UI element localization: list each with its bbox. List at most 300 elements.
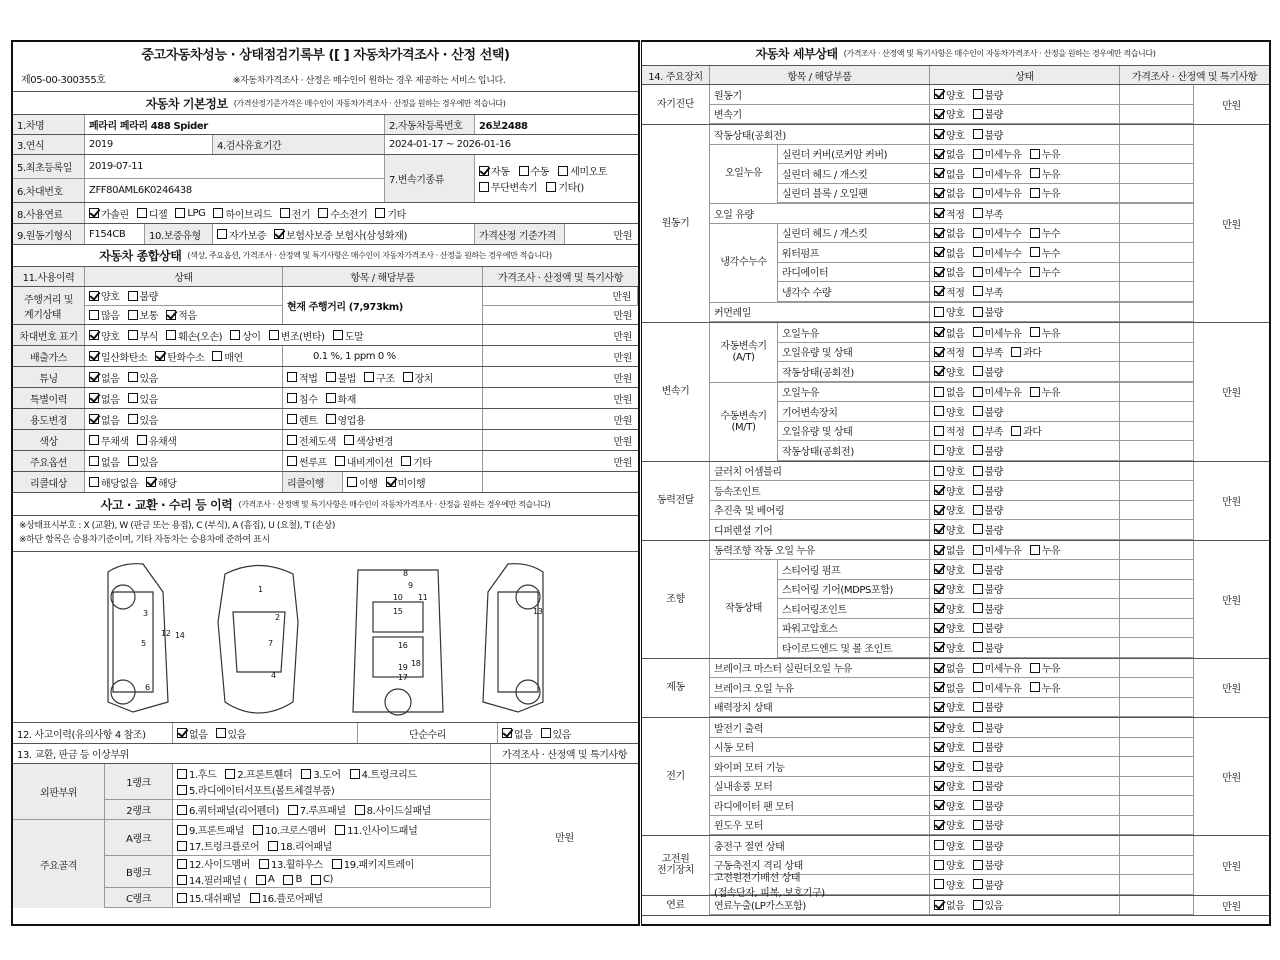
checkbox[interactable] [502, 728, 512, 738]
checkbox[interactable] [934, 208, 944, 218]
state-option[interactable]: 누유 [1030, 680, 1061, 695]
checkbox[interactable] [973, 545, 983, 555]
plate-option[interactable]: 훼손(오손) [166, 328, 222, 343]
state-option[interactable]: 누유 [1030, 325, 1061, 340]
checkbox[interactable] [934, 247, 944, 257]
state-option[interactable]: 불량 [973, 562, 1004, 577]
checkbox[interactable] [1030, 545, 1040, 555]
rc-item[interactable]: 16.플로어패널 [250, 890, 323, 905]
checkbox[interactable] [287, 393, 297, 403]
checkbox[interactable] [479, 166, 489, 176]
state-option[interactable]: 없음 [934, 185, 965, 200]
checkbox[interactable] [175, 208, 185, 218]
hist-option[interactable]: 없음 [89, 391, 120, 406]
state-option[interactable]: 불량 [973, 640, 1004, 655]
checkbox[interactable] [401, 456, 411, 466]
state-option[interactable]: 누유 [1030, 542, 1061, 557]
state-option[interactable]: 양호 [934, 562, 965, 577]
gas-option[interactable]: 매연 [212, 349, 243, 364]
checkbox[interactable] [934, 228, 944, 238]
fuel-option[interactable]: 기타 [375, 206, 406, 221]
checkbox[interactable] [973, 89, 983, 99]
checkbox[interactable] [326, 372, 336, 382]
state-option[interactable]: 부족 [973, 344, 1004, 359]
checkbox[interactable] [128, 291, 138, 301]
checkbox[interactable] [89, 414, 99, 424]
checkbox[interactable] [934, 149, 944, 159]
checkbox[interactable] [287, 435, 297, 445]
use-option[interactable]: 있음 [128, 412, 159, 427]
r1-item[interactable]: 4.트렁크리드 [350, 766, 417, 781]
checkbox[interactable] [128, 414, 138, 424]
checkbox[interactable] [375, 208, 385, 218]
recall-option[interactable]: 해당 [146, 475, 177, 490]
state-option[interactable]: 양호 [934, 857, 965, 872]
mileage-option[interactable]: 양호 [89, 288, 120, 303]
checkbox[interactable] [934, 524, 944, 534]
checkbox[interactable] [973, 426, 983, 436]
state-option[interactable]: 양호 [934, 522, 965, 537]
checkbox[interactable] [1011, 426, 1021, 436]
checkbox[interactable] [973, 682, 983, 692]
state-option[interactable]: 불량 [973, 483, 1004, 498]
checkbox[interactable] [269, 330, 279, 340]
checkbox[interactable] [973, 761, 983, 771]
checkbox[interactable] [973, 642, 983, 652]
checkbox[interactable] [934, 642, 944, 652]
state-option[interactable]: 과다 [1011, 344, 1042, 359]
checkbox[interactable] [934, 286, 944, 296]
checkbox[interactable] [973, 485, 983, 495]
state-option[interactable]: 불량 [973, 720, 1004, 735]
state-option[interactable]: 누유 [1030, 660, 1061, 675]
state-option[interactable]: 미세누유 [973, 542, 1022, 557]
state-option[interactable]: 양호 [934, 838, 965, 853]
state-option[interactable]: 양호 [934, 87, 965, 102]
checkbox[interactable] [287, 414, 297, 424]
rb-item[interactable]: 12.사이드멤버 [177, 856, 250, 871]
checkbox[interactable] [934, 603, 944, 613]
checkbox[interactable] [934, 860, 944, 870]
checkbox[interactable] [268, 841, 278, 851]
checkbox[interactable] [1030, 327, 1040, 337]
state-option[interactable]: 불량 [973, 778, 1004, 793]
state-option[interactable]: 없음 [934, 166, 965, 181]
checkbox[interactable] [177, 859, 187, 869]
ra-item[interactable]: 9.프론트패널 [177, 822, 244, 837]
checkbox[interactable] [934, 722, 944, 732]
state-option[interactable]: 불량 [973, 798, 1004, 813]
checkbox[interactable] [973, 286, 983, 296]
checkbox[interactable] [934, 505, 944, 515]
checkbox[interactable] [934, 168, 944, 178]
checkbox[interactable] [934, 485, 944, 495]
checkbox[interactable] [973, 307, 983, 317]
checkbox[interactable] [973, 406, 983, 416]
rb-item[interactable]: 19.패키지트레이 [332, 856, 414, 871]
checkbox[interactable] [934, 109, 944, 119]
mileage-level-option[interactable]: 보통 [128, 307, 159, 322]
recall-option[interactable]: 해당없음 [89, 475, 138, 490]
checkbox[interactable] [973, 109, 983, 119]
state-option[interactable]: 누유 [1030, 146, 1061, 161]
plate-option[interactable]: 부식 [128, 328, 159, 343]
checkbox[interactable] [973, 208, 983, 218]
state-option[interactable]: 없음 [934, 225, 965, 240]
checkbox[interactable] [230, 330, 240, 340]
checkbox[interactable] [355, 805, 365, 815]
checkbox[interactable] [311, 875, 321, 885]
checkbox[interactable] [973, 623, 983, 633]
checkbox[interactable] [1030, 387, 1040, 397]
checkbox[interactable] [546, 182, 556, 192]
state-option[interactable]: 불량 [973, 601, 1004, 616]
trans-option[interactable]: 무단변속기 [479, 179, 537, 194]
tune2-option[interactable]: 구조 [364, 370, 395, 385]
use2-option[interactable]: 영업용 [326, 412, 366, 427]
checkbox[interactable] [973, 702, 983, 712]
checkbox[interactable] [89, 393, 99, 403]
mileage-option[interactable]: 불량 [128, 288, 159, 303]
checkbox[interactable] [301, 769, 311, 779]
checkbox[interactable] [973, 505, 983, 515]
rc-item[interactable]: 15.대쉬패널 [177, 890, 241, 905]
state-option[interactable]: 과다 [1011, 423, 1042, 438]
checkbox[interactable] [1030, 149, 1040, 159]
state-option[interactable]: 누수 [1030, 245, 1061, 260]
state-option[interactable]: 불량 [973, 581, 1004, 596]
checkbox[interactable] [934, 466, 944, 476]
checkbox[interactable] [934, 584, 944, 594]
state-option[interactable]: 미세누유 [973, 325, 1022, 340]
checkbox[interactable] [973, 722, 983, 732]
checkbox[interactable] [934, 188, 944, 198]
checkbox[interactable] [973, 129, 983, 139]
checkbox[interactable] [128, 372, 138, 382]
checkbox[interactable] [973, 879, 983, 889]
color2-option[interactable]: 전체도색 [287, 433, 336, 448]
state-option[interactable]: 양호 [934, 759, 965, 774]
simple-option[interactable]: 있음 [541, 726, 572, 741]
state-option[interactable]: 부족 [973, 423, 1004, 438]
state-option[interactable]: 불량 [973, 443, 1004, 458]
state-option[interactable]: 양호 [934, 798, 965, 813]
checkbox[interactable] [973, 742, 983, 752]
checkbox[interactable] [326, 393, 336, 403]
checkbox[interactable] [973, 781, 983, 791]
opts-option[interactable]: 없음 [89, 454, 120, 469]
fuel-option[interactable]: 하이브리드 [213, 206, 271, 221]
state-option[interactable]: 불량 [973, 877, 1004, 892]
opts2-option[interactable]: 썬루프 [287, 454, 327, 469]
state-option[interactable]: 양호 [934, 620, 965, 635]
checkbox[interactable] [89, 372, 99, 382]
checkbox[interactable] [973, 800, 983, 810]
checkbox[interactable] [287, 372, 297, 382]
state-option[interactable]: 미세누유 [973, 660, 1022, 675]
hist2-option[interactable]: 침수 [287, 391, 318, 406]
checkbox[interactable] [89, 477, 99, 487]
opts-option[interactable]: 있음 [128, 454, 159, 469]
checkbox[interactable] [934, 307, 944, 317]
rb-item[interactable]: C) [311, 872, 333, 887]
checkbox[interactable] [1030, 663, 1040, 673]
checkbox[interactable] [934, 387, 944, 397]
state-option[interactable]: 불량 [973, 463, 1004, 478]
checkbox[interactable] [973, 663, 983, 673]
state-option[interactable]: 없음 [934, 660, 965, 675]
state-option[interactable]: 누수 [1030, 225, 1061, 240]
checkbox[interactable] [934, 129, 944, 139]
state-option[interactable]: 없음 [934, 264, 965, 279]
state-option[interactable]: 미세누유 [973, 146, 1022, 161]
checkbox[interactable] [973, 860, 983, 870]
state-option[interactable]: 적정 [934, 344, 965, 359]
checkbox[interactable] [934, 89, 944, 99]
state-option[interactable]: 불량 [973, 127, 1004, 142]
state-option[interactable]: 없음 [934, 680, 965, 695]
state-option[interactable]: 불량 [973, 739, 1004, 754]
rb-item[interactable]: 14.필러패널 ( [177, 872, 247, 887]
checkbox[interactable] [934, 564, 944, 574]
ra-item[interactable]: 11.인사이드패널 [335, 822, 417, 837]
mileage-level-option[interactable]: 많음 [89, 307, 120, 322]
state-option[interactable]: 없음 [934, 245, 965, 260]
checkbox[interactable] [335, 456, 345, 466]
checkbox[interactable] [259, 859, 269, 869]
checkbox[interactable] [288, 805, 298, 815]
checkbox[interactable] [973, 524, 983, 534]
simple-option[interactable]: 없음 [502, 726, 533, 741]
acc-option[interactable]: 있음 [216, 726, 247, 741]
checkbox[interactable] [274, 229, 284, 239]
checkbox[interactable] [318, 208, 328, 218]
checkbox[interactable] [934, 761, 944, 771]
checkbox[interactable] [934, 406, 944, 416]
state-option[interactable]: 양호 [934, 720, 965, 735]
checkbox[interactable] [934, 327, 944, 337]
hist-option[interactable]: 있음 [128, 391, 159, 406]
checkbox[interactable] [934, 267, 944, 277]
checkbox[interactable] [250, 893, 260, 903]
checkbox[interactable] [934, 445, 944, 455]
checkbox[interactable] [519, 166, 529, 176]
checkbox[interactable] [216, 728, 226, 738]
checkbox[interactable] [973, 564, 983, 574]
trans-option[interactable]: 세미오토 [558, 163, 607, 178]
checkbox[interactable] [89, 208, 99, 218]
plate-option[interactable]: 상이 [230, 328, 261, 343]
r1-item[interactable]: 2.프론트휀더 [225, 766, 292, 781]
checkbox[interactable] [89, 310, 99, 320]
r1-item[interactable]: 5.라디에이터서포트(볼트체결부품) [177, 782, 334, 797]
checkbox[interactable] [333, 330, 343, 340]
checkbox[interactable] [347, 477, 357, 487]
state-option[interactable]: 불량 [973, 87, 1004, 102]
checkbox[interactable] [973, 584, 983, 594]
checkbox[interactable] [934, 545, 944, 555]
checkbox[interactable] [287, 456, 297, 466]
checkbox[interactable] [1030, 228, 1040, 238]
state-option[interactable]: 미세누수 [973, 264, 1022, 279]
checkbox[interactable] [137, 208, 147, 218]
opts2-option[interactable]: 내비게이션 [335, 454, 393, 469]
checkbox[interactable] [934, 366, 944, 376]
checkbox[interactable] [177, 825, 187, 835]
trans-option[interactable]: 수동 [519, 163, 550, 178]
state-option[interactable]: 양호 [934, 364, 965, 379]
checkbox[interactable] [217, 229, 227, 239]
state-option[interactable]: 양호 [934, 739, 965, 754]
rb-item[interactable]: A [256, 872, 274, 887]
checkbox[interactable] [128, 310, 138, 320]
warranty-option[interactable]: 자가보증 [217, 227, 266, 242]
state-option[interactable]: 불량 [973, 404, 1004, 419]
checkbox[interactable] [364, 372, 374, 382]
state-option[interactable]: 누수 [1030, 264, 1061, 279]
checkbox[interactable] [177, 841, 187, 851]
gas-option[interactable]: 탄화수소 [155, 349, 204, 364]
checkbox[interactable] [177, 893, 187, 903]
checkbox[interactable] [89, 291, 99, 301]
state-option[interactable]: 적정 [934, 284, 965, 299]
checkbox[interactable] [934, 623, 944, 633]
state-option[interactable]: 불량 [973, 522, 1004, 537]
checkbox[interactable] [934, 702, 944, 712]
state-option[interactable]: 양호 [934, 699, 965, 714]
checkbox[interactable] [1030, 267, 1040, 277]
checkbox[interactable] [256, 875, 266, 885]
state-option[interactable]: 없음 [934, 384, 965, 399]
fuel-option[interactable]: LPG [175, 208, 205, 219]
checkbox[interactable] [1030, 247, 1040, 257]
checkbox[interactable] [973, 466, 983, 476]
checkbox[interactable] [335, 825, 345, 835]
checkbox[interactable] [558, 166, 568, 176]
hist2-option[interactable]: 화재 [326, 391, 357, 406]
state-option[interactable]: 불량 [973, 620, 1004, 635]
state-option[interactable]: 양호 [934, 127, 965, 142]
state-option[interactable]: 미세누유 [973, 384, 1022, 399]
color2-option[interactable]: 색상변경 [344, 433, 393, 448]
state-option[interactable]: 누유 [1030, 166, 1061, 181]
state-option[interactable]: 적정 [934, 423, 965, 438]
checkbox[interactable] [1030, 682, 1040, 692]
fuel-option[interactable]: 수소전기 [318, 206, 367, 221]
state-option[interactable]: 양호 [934, 463, 965, 478]
checkbox[interactable] [973, 188, 983, 198]
state-option[interactable]: 양호 [934, 601, 965, 616]
state-option[interactable]: 부족 [973, 206, 1004, 221]
checkbox[interactable] [166, 330, 176, 340]
state-option[interactable]: 불량 [973, 817, 1004, 832]
state-option[interactable]: 누유 [1030, 185, 1061, 200]
state-option[interactable]: 없음 [934, 897, 965, 912]
checkbox[interactable] [344, 435, 354, 445]
state-option[interactable]: 양호 [934, 817, 965, 832]
state-option[interactable]: 불량 [973, 759, 1004, 774]
checkbox[interactable] [934, 840, 944, 850]
acc-option[interactable]: 없음 [177, 726, 208, 741]
checkbox[interactable] [934, 820, 944, 830]
ra-item[interactable]: 10.크로스멤버 [253, 822, 326, 837]
state-option[interactable]: 양호 [934, 640, 965, 655]
tune2-option[interactable]: 적법 [287, 370, 318, 385]
ra-item[interactable]: 18.리어패널 [268, 838, 332, 853]
state-option[interactable]: 없음 [934, 325, 965, 340]
state-option[interactable]: 없음 [934, 146, 965, 161]
checkbox[interactable] [973, 267, 983, 277]
state-option[interactable]: 양호 [934, 502, 965, 517]
checkbox[interactable] [177, 728, 187, 738]
checkbox[interactable] [350, 769, 360, 779]
r2-item[interactable]: 7.루프패널 [288, 802, 346, 817]
use2-option[interactable]: 렌트 [287, 412, 318, 427]
checkbox[interactable] [541, 728, 551, 738]
state-option[interactable]: 없음 [934, 542, 965, 557]
plate-option[interactable]: 변조(변타) [269, 328, 325, 343]
checkbox[interactable] [332, 859, 342, 869]
recall2-option[interactable]: 이행 [347, 475, 378, 490]
state-option[interactable]: 미세누수 [973, 245, 1022, 260]
checkbox[interactable] [166, 310, 176, 320]
checkbox[interactable] [973, 366, 983, 376]
state-option[interactable]: 부족 [973, 284, 1004, 299]
trans-option[interactable]: 자동 [479, 163, 510, 178]
checkbox[interactable] [146, 477, 156, 487]
checkbox[interactable] [137, 435, 147, 445]
checkbox[interactable] [177, 785, 187, 795]
checkbox[interactable] [934, 900, 944, 910]
r2-item[interactable]: 8.사이드실패널 [355, 802, 431, 817]
checkbox[interactable] [973, 247, 983, 257]
checkbox[interactable] [213, 208, 223, 218]
state-option[interactable]: 불량 [973, 838, 1004, 853]
state-option[interactable]: 불량 [973, 857, 1004, 872]
color-option[interactable]: 무채색 [89, 433, 129, 448]
rb-item[interactable]: 13.휠하우스 [259, 856, 323, 871]
state-option[interactable]: 양호 [934, 581, 965, 596]
state-option[interactable]: 양호 [934, 877, 965, 892]
checkbox[interactable] [403, 372, 413, 382]
checkbox[interactable] [326, 414, 336, 424]
fuel-option[interactable]: 디젤 [137, 206, 168, 221]
checkbox[interactable] [973, 168, 983, 178]
state-option[interactable]: 미세누유 [973, 166, 1022, 181]
gas-option[interactable]: 일산화탄소 [89, 349, 147, 364]
state-option[interactable]: 미세누유 [973, 680, 1022, 695]
checkbox[interactable] [934, 682, 944, 692]
checkbox[interactable] [973, 820, 983, 830]
use-option[interactable]: 없음 [89, 412, 120, 427]
tune-option[interactable]: 없음 [89, 370, 120, 385]
plate-option[interactable]: 도말 [333, 328, 364, 343]
checkbox[interactable] [89, 330, 99, 340]
state-option[interactable]: 양호 [934, 483, 965, 498]
checkbox[interactable] [934, 663, 944, 673]
state-option[interactable]: 적정 [934, 206, 965, 221]
checkbox[interactable] [177, 769, 187, 779]
checkbox[interactable] [128, 456, 138, 466]
checkbox[interactable] [973, 900, 983, 910]
checkbox[interactable] [973, 840, 983, 850]
checkbox[interactable] [386, 477, 396, 487]
opts2-option[interactable]: 기타 [401, 454, 432, 469]
checkbox[interactable] [973, 445, 983, 455]
tune-option[interactable]: 있음 [128, 370, 159, 385]
checkbox[interactable] [1030, 168, 1040, 178]
state-option[interactable]: 불량 [973, 364, 1004, 379]
